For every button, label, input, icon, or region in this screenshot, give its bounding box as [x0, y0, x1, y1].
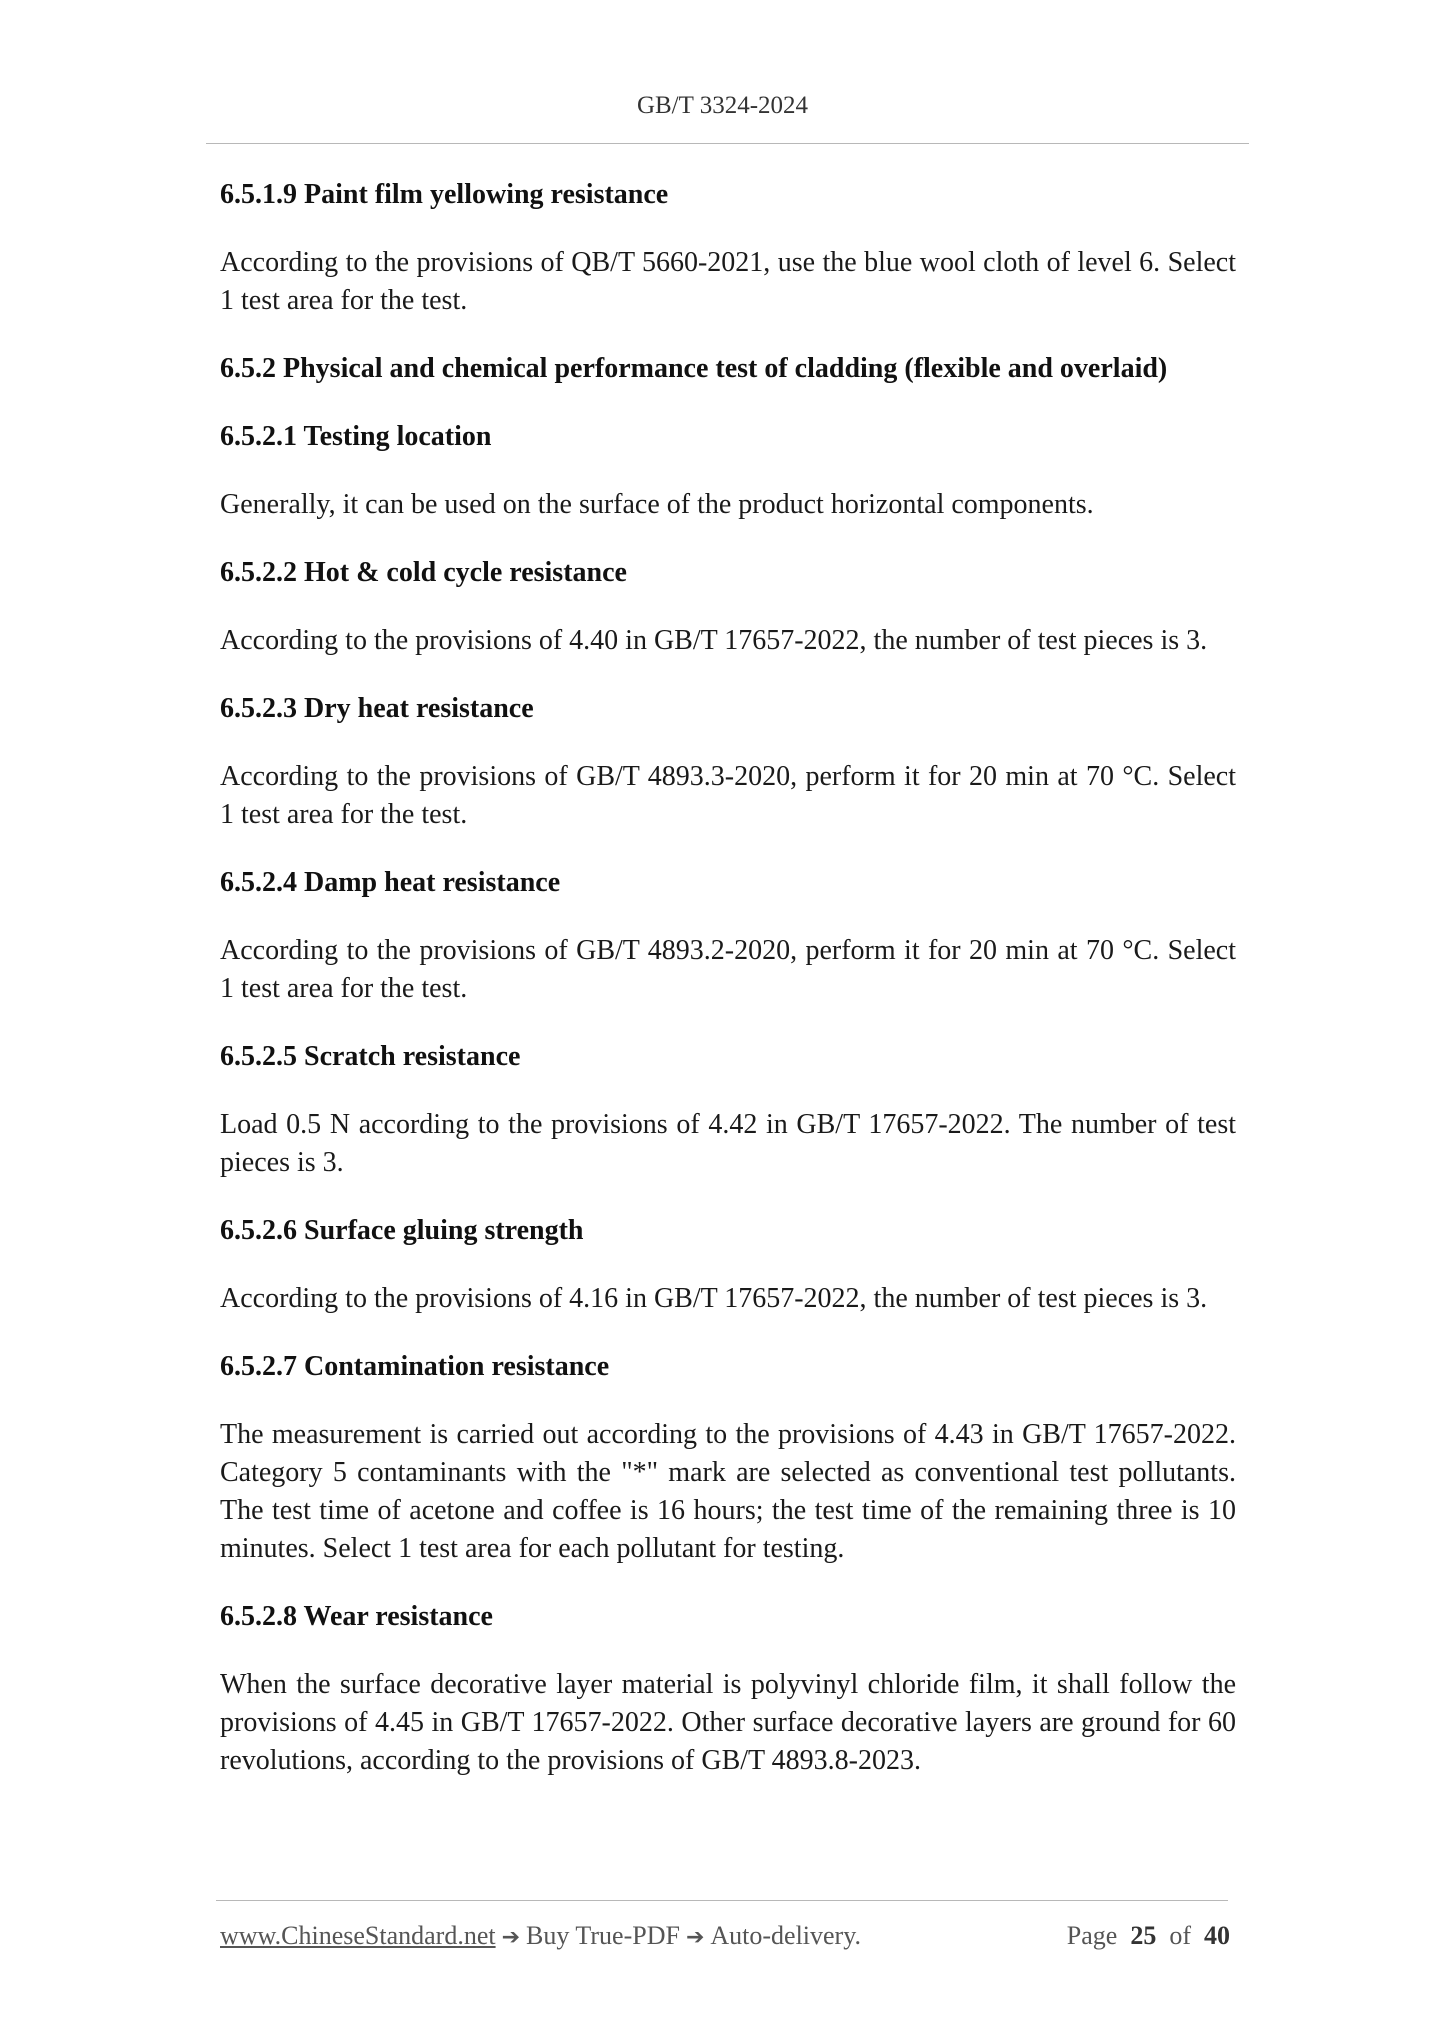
- section-text-6-5-2-1: Generally, it can be used on the surface of the product horizontal components.: [220, 489, 1094, 520]
- section-heading-6-5-2-6: 6.5.2.6 Surface gluing strength: [220, 1215, 584, 1246]
- footer-divider: [216, 1900, 1228, 1901]
- section-text-6-5-2-5: Load 0.5 N according to the provisions of 4.42 in GB/T 17657-2022. The number of test pieces is 3.: [220, 1109, 1236, 1178]
- section-heading-6-5-2-7: 6.5.2.7 Contamination resistance: [220, 1351, 610, 1382]
- section-heading-6-5-2: 6.5.2 Physical and chemical performance test of cladding (flexible and overlaid): [220, 353, 1168, 384]
- website-link[interactable]: www.ChineseStandard.net: [220, 1921, 496, 1950]
- section-text-6-5-2-6: According to the provisions of 4.16 in GB/T 17657-2022, the number of test pieces is 3.: [220, 1283, 1208, 1314]
- arrow-right-icon: ➔: [685, 1925, 705, 1950]
- arrow-right-icon: ➔: [501, 1925, 521, 1950]
- section-heading-6-5-2-8: 6.5.2.8 Wear resistance: [220, 1601, 493, 1632]
- section-heading-6-5-2-3: 6.5.2.3 Dry heat resistance: [220, 693, 534, 724]
- page-of-label: of: [1169, 1921, 1191, 1950]
- section-heading-6-5-2-1: 6.5.2.1 Testing location: [220, 421, 492, 452]
- document-body: [220, 176, 1236, 1780]
- section-heading-6-5-2-4: 6.5.2.4 Damp heat resistance: [220, 867, 561, 898]
- section-heading-6-5-1-9: 6.5.1.9 Paint film yellowing resistance: [220, 179, 669, 210]
- section-heading-6-5-2-5: 6.5.2.5 Scratch resistance: [220, 1041, 521, 1072]
- section-text-6-5-1-9: According to the provisions of QB/T 5660-2021, use the blue wool cloth of level 6. Select 1 test area for the test.: [220, 247, 1236, 316]
- section-text-6-5-2-4: According to the provisions of GB/T 4893.2-2020, perform it for 20 min at 70 °C. Select 1 test area for the test.: [220, 935, 1236, 1004]
- page-number: 25: [1130, 1921, 1157, 1950]
- buy-true-pdf-text: Buy True-PDF: [526, 1921, 680, 1950]
- page-indicator: [1067, 1921, 1230, 1951]
- section-text-6-5-2-7: The measurement is carried out according to the provisions of 4.43 in GB/T 17657-2022. Category 5 contaminants with the "*" mark are selected as conventional test pollutants. The test time of acetone and coffee is 16 hours; the test time of the remaining three is 10 minutes. Select 1 test area for each pollutant for testing.: [220, 1419, 1236, 1564]
- section-heading-6-5-2-2: 6.5.2.2 Hot & cold cycle resistance: [220, 557, 627, 588]
- page-label: Page: [1066, 1921, 1118, 1950]
- auto-delivery-text: Auto-delivery.: [710, 1921, 862, 1950]
- section-text-6-5-2-8: When the surface decorative layer material is polyvinyl chloride film, it shall follow the provisions of 4.45 in GB/T 17657-2022. Other surface decorative layers are ground for 60 revolutions, according to the provisions of GB/T 4893.8-2023.: [220, 1669, 1236, 1776]
- page-total: 40: [1204, 1921, 1230, 1950]
- header-divider: [206, 143, 1249, 144]
- footer-links: [220, 1921, 861, 1951]
- section-text-6-5-2-2: According to the provisions of 4.40 in GB/T 17657-2022, the number of test pieces is 3.: [220, 625, 1208, 656]
- section-text-6-5-2-3: According to the provisions of GB/T 4893.3-2020, perform it for 20 min at 70 °C. Select 1 test area for the test.: [220, 761, 1236, 830]
- page-header: GB/T 3324-2024: [636, 92, 809, 119]
